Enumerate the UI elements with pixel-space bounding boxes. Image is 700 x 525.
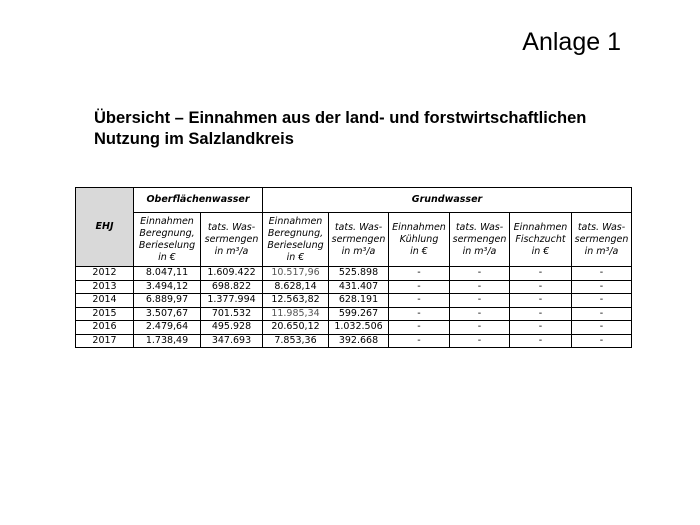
column-header-line: in €	[158, 251, 176, 263]
table-cell: -	[510, 280, 572, 294]
table-cell: 599.267	[329, 307, 389, 321]
table-row	[76, 321, 632, 335]
column-header-line: in m³/a	[214, 245, 249, 257]
table-cell: -	[510, 267, 572, 281]
column-header	[263, 213, 329, 267]
table-cell: 8.628,14	[263, 280, 329, 294]
surface-water-header: Oberflächenwasser	[134, 188, 263, 213]
table-cell: -	[450, 321, 510, 335]
table-cell: 20.650,12	[263, 321, 329, 335]
table-row	[76, 334, 632, 348]
column-header-line: in €	[286, 251, 305, 263]
column-header-line: Einnahmen	[392, 221, 446, 233]
groundwater-header: Grundwasser	[263, 188, 632, 213]
table-cell: 1.377.994	[201, 294, 263, 308]
table-cell: 3.494,12	[134, 280, 201, 294]
column-header-line: tats. Was-	[577, 221, 626, 233]
table-cell: 1.032.506	[329, 321, 389, 335]
table-cell: -	[450, 280, 510, 294]
table-cell: -	[510, 294, 572, 308]
column-header-line: in €	[531, 245, 550, 257]
year-cell: 2014	[76, 294, 134, 308]
column-header	[201, 213, 263, 267]
year-cell: 2012	[76, 267, 134, 281]
table-row	[76, 280, 632, 294]
table-cell: -	[572, 307, 632, 321]
table-row	[76, 307, 632, 321]
table-cell: 8.047,11	[134, 267, 201, 281]
table-cell: 525.898	[329, 267, 389, 281]
table-cell: -	[389, 280, 450, 294]
attachment-label: Anlage 1	[522, 28, 621, 56]
table-cell: -	[510, 334, 572, 348]
column-header-line: Beregnung,	[267, 227, 324, 239]
table-cell: -	[450, 294, 510, 308]
table-cell: 2.479,64	[134, 321, 201, 335]
table-row	[76, 267, 632, 281]
table-cell: -	[510, 321, 572, 335]
column-header	[329, 213, 389, 267]
table-cell: 1.738,49	[134, 334, 201, 348]
ehj-header: EHJ	[76, 188, 134, 267]
table-cell: 10.517,96	[263, 267, 329, 281]
table-cell: -	[450, 307, 510, 321]
column-header-line: sermengen	[574, 233, 629, 245]
column-header	[450, 213, 510, 267]
table-cell: -	[450, 267, 510, 281]
page-title	[94, 108, 654, 150]
column-header	[572, 213, 632, 267]
table-cell: -	[450, 334, 510, 348]
table-cell: -	[389, 307, 450, 321]
column-header-line: Berieselung	[138, 239, 196, 251]
column-header-line: tats. Was-	[207, 221, 256, 233]
table-cell: 7.853,36	[263, 334, 329, 348]
title-line-1: Übersicht – Einnahmen aus der land- und forstwirtschaftlichen	[94, 109, 587, 127]
year-cell: 2016	[76, 321, 134, 335]
table-cell: 6.889,97	[134, 294, 201, 308]
table-cell: -	[572, 321, 632, 335]
column-header-line: sermengen	[452, 233, 507, 245]
table-cell: -	[389, 294, 450, 308]
column-header-line: Kühlung	[399, 233, 439, 245]
table-cell: -	[572, 294, 632, 308]
column-header-line: tats. Was-	[455, 221, 504, 233]
column-header	[510, 213, 572, 267]
column-header-line: Berieselung	[267, 239, 324, 251]
table-cell: 431.407	[329, 280, 389, 294]
column-header-line: Einnahmen	[140, 215, 194, 227]
column-header-line: in m³/a	[341, 245, 376, 257]
table-cell: 628.191	[329, 294, 389, 308]
column-header	[389, 213, 450, 267]
table-cell: 701.532	[201, 307, 263, 321]
table-cell: 495.928	[201, 321, 263, 335]
column-header-line: Beregnung,	[139, 227, 195, 239]
table-cell: -	[572, 334, 632, 348]
table-cell: -	[389, 267, 450, 281]
table-cell: 11.985,34	[263, 307, 329, 321]
year-cell: 2013	[76, 280, 134, 294]
column-header-line: Einnahmen	[513, 221, 568, 233]
table-row	[76, 294, 632, 308]
table-cell: 12.563,82	[263, 294, 329, 308]
table-cell: 1.609.422	[201, 267, 263, 281]
column-header-line: in €	[410, 245, 428, 257]
table-cell: -	[510, 307, 572, 321]
column-header-line: Einnahmen	[268, 215, 323, 227]
column-header	[134, 213, 201, 267]
table-body	[76, 267, 632, 348]
table-cell: 347.693	[201, 334, 263, 348]
table-cell: 3.507,67	[134, 307, 201, 321]
column-header-line: Fischzucht	[515, 233, 566, 245]
table-cell: -	[389, 321, 450, 335]
subheader-row	[76, 213, 632, 267]
table-cell: 392.668	[329, 334, 389, 348]
column-header-line: sermengen	[331, 233, 386, 245]
year-cell: 2017	[76, 334, 134, 348]
year-cell: 2015	[76, 307, 134, 321]
revenue-table	[75, 187, 632, 348]
table-cell: -	[572, 280, 632, 294]
column-header-line: tats. Was-	[334, 221, 383, 233]
column-header-line: in m³/a	[584, 245, 619, 257]
column-header-line: in m³/a	[462, 245, 497, 257]
table-cell: -	[389, 334, 450, 348]
table-cell: 698.822	[201, 280, 263, 294]
table-cell: -	[572, 267, 632, 281]
title-line-2: Nutzung im Salzlandkreis	[94, 130, 294, 148]
column-header-line: sermengen	[204, 233, 259, 245]
